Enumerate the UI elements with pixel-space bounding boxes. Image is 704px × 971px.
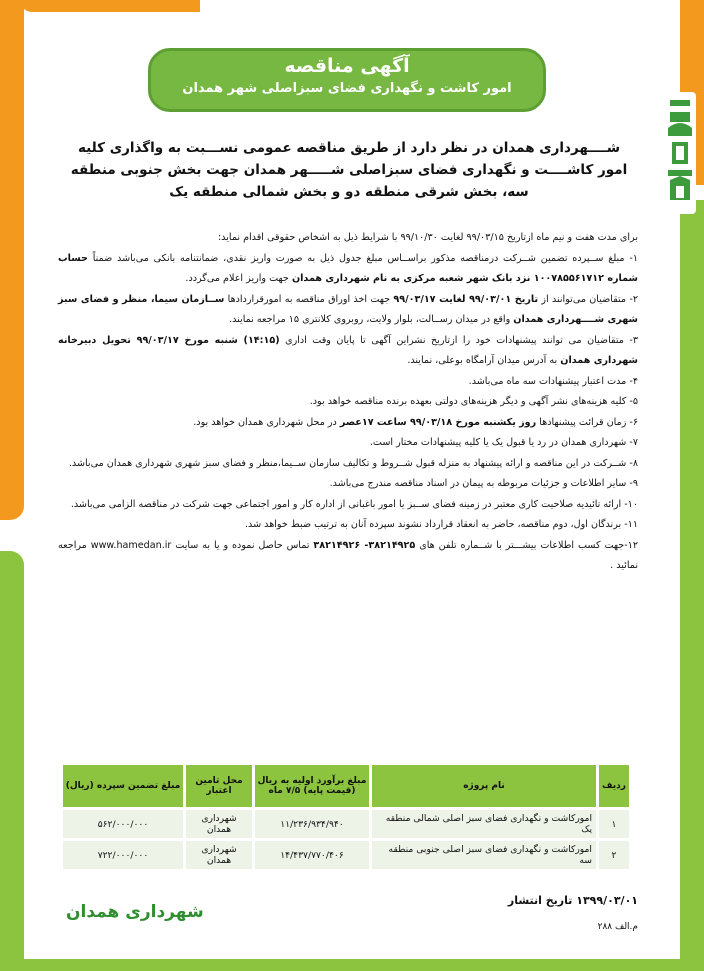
cell-deposit: ۵۶۲/۰۰۰/۰۰۰ bbox=[63, 810, 183, 838]
intro-paragraph: شــــهرداری همدان در نظر دارد از طریق مناقصه عمومی نســـبت به واگذاری کلیه امور کاشــــت و نگهداری فضای سبزاصلی شـــــهر همدان جهت بخش جنوبی منطقه سه، بخش شرقی منطقه دو و بخش شمالی منطقه یک bbox=[70, 140, 628, 200]
condition-item-7: ۷- شهرداری همدان در رد یا قبول یک یا کلیه پیشنهادات مختار است. bbox=[369, 437, 638, 448]
cell-funding: شهرداری همدان bbox=[186, 841, 252, 869]
frame-top-orange bbox=[20, 0, 200, 12]
condition-item-9: ۹- سایر اطلاعات و جزئیات مربوطه به پیمان در اسناد مناقصه مندرج می‌باشد. bbox=[329, 478, 638, 489]
website-link[interactable]: www.hamedan.ir bbox=[90, 539, 172, 551]
cell-deposit: ۷۲۲/۰۰۰/۰۰۰ bbox=[63, 841, 183, 869]
notice-title: آگهی مناقصه bbox=[284, 55, 410, 77]
publication-label: تاریخ انتشار bbox=[507, 894, 573, 907]
notice-code: م.الف ۲۸۸ bbox=[597, 922, 638, 932]
condition-item-4: ۴- مدت اعتبار پیشنهادات سه ماه می‌باشد. bbox=[468, 375, 638, 387]
frame-right-green bbox=[680, 200, 704, 971]
condition-item-10: ۱۰- ارائه تائیدیه صلاحیت کاری معتبر در زمینه فضای ســبز یا امور باغبانی از اداره کار و امور اجتماعی جهت شرکت در مناقصه الزامی می‌باشد. bbox=[70, 498, 638, 510]
cell-row: ۲ bbox=[599, 841, 629, 869]
table-header-row bbox=[63, 765, 629, 807]
cell-estimate: ۱۴/۴۳۷/۷۷۰/۴۰۶ bbox=[255, 841, 369, 869]
table-row bbox=[63, 810, 629, 838]
header-row-number: ردیف bbox=[599, 765, 629, 807]
frame-bottom-green bbox=[0, 959, 704, 971]
notice-subtitle: امور کاشت و نگهداری فضای سبزاصلی شهر همدان bbox=[182, 81, 512, 96]
frame-left-green bbox=[0, 551, 24, 971]
header-project: نام پروژه bbox=[372, 765, 596, 807]
condition-item-11: ۱۱- برندگان اول، دوم مناقصه، حاضر به انعقاد قرارداد نشوند سپرده آنان به ترتیب ضبط خواهد شد. bbox=[245, 519, 638, 530]
municipality-logo-icon bbox=[658, 82, 702, 222]
cell-project: امورکاشت و نگهداری فضای سبز اصلی جنوبی منطقه سه bbox=[372, 841, 596, 869]
conditions-body bbox=[58, 228, 638, 577]
condition-item-2: ۲- متقاضیان می‌توانند از تاریخ ۹۹/۰۳/۰۱ لغایت ۹۹/۰۳/۱۷ جهت اخذ اوراق مناقصه به امورقراردادها ســازمان سیما، منظر و فضای سبز شهری شــــهرداری همدان واقع در میدان رســالت، بلوار ولایت، روبروی کلانتری ۱۵ مراجعه نمایند. bbox=[58, 293, 638, 325]
cell-estimate: ۱۱/۲۳۶/۹۳۴/۹۴۰ bbox=[255, 810, 369, 838]
cell-row: ۱ bbox=[599, 810, 629, 838]
frame-left-orange bbox=[0, 0, 24, 520]
header-deposit: مبلغ تضمین سپرده (ریال) bbox=[63, 765, 183, 807]
condition-item-1: ۱- مبلغ ســپرده تضمین شــرکت درمناقصه مذکور براســاس مبلغ جدول ذیل به صورت واریز نقدی، ضمانتنامه بانکی می‌باشد ضمناً حساب شماره ۱۰۰۷۸۵۵۶۱۷۱۲ نزد بانک شهر شعبه مرکزی به نام شهرداری همدان جهت واریز اعلام می‌گردد. bbox=[58, 252, 638, 284]
publication-date bbox=[508, 894, 638, 907]
cell-funding: شهرداری همدان bbox=[186, 810, 252, 838]
condition-item-12: ۱۲-جهت کسب اطلاعات بیشـــتر با شــماره تلفن های ۳۸۲۱۴۹۲۵- ۳۸۲۱۴۹۲۶ تماس حاصل نموده و یا به سایت www.hamedan.ir مراجعه نمائید . bbox=[58, 539, 638, 571]
condition-item-3: ۳- متقاضیان می توانند پیشنهادات خود را ازتاریخ نشراین آگهی تا پایان وقت اداری (۱۴:۱۵) شنبه مورخ ۹۹/۰۳/۱۷ تحویل دبیرخانه شهرداری همدان به آدرس میدان آرامگاه بوعلی، نمایند. bbox=[58, 334, 638, 366]
municipality-signature: شهرداری همدان bbox=[66, 902, 204, 922]
condition-item-6: ۶- زمان قرائت پیشنهادها روز یکشنبه مورخ ۹۹/۰۳/۱۸ ساعت ۱۷عصر در محل شهرداری همدان خواهد بود. bbox=[193, 416, 638, 428]
conditions-intro: برای مدت هفت و نیم ماه ازتاریخ ۹۹/۰۳/۱۵ لغایت ۹۹/۱۰/۳۰ با شرایط ذیل به اشخاص حقوقی اقدام نماید: bbox=[217, 232, 638, 243]
table-row bbox=[63, 841, 629, 869]
notice-header bbox=[148, 48, 546, 112]
projects-table bbox=[60, 762, 632, 872]
publication-date-value: ۱۳۹۹/۰۳/۰۱ bbox=[576, 894, 638, 907]
condition-item-8: ۸- شــرکت در این مناقصه و ارائه پیشنهاد به منزله قبول شــروط و تکالیف سازمان ســیما،منظر و فضای سبز شهری شهرداری همدان می‌باشد. bbox=[68, 457, 638, 469]
condition-item-5: ۵- کلیه هزینه‌های نشر آگهی و دیگر هزینه‌های دولتی بعهده برنده مناقصه خواهد بود. bbox=[309, 396, 638, 407]
header-funding: محل تامین اعتبار bbox=[186, 765, 252, 807]
cell-project: امورکاشت و نگهداری فضای سبز اصلی شمالی منطقه یک bbox=[372, 810, 596, 838]
header-estimate: مبلغ برآورد اولیه به ریال (قیمت پایه) ۷/۵ ماه bbox=[255, 765, 369, 807]
